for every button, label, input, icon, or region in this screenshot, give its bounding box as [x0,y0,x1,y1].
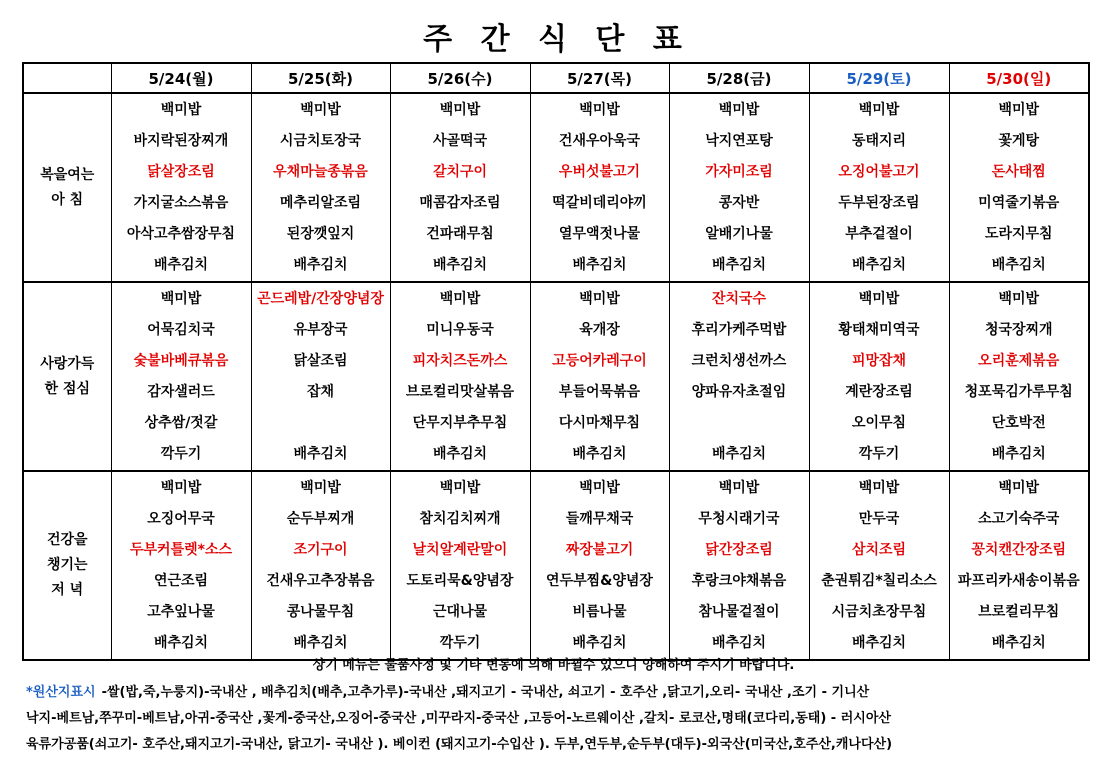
menu-item: 유부장국 [293,322,348,338]
menu-change-notice: 상기 메뉴는 물품사정 및 기타 변동에 의해 바뀔수 있으니 양해하여 주시기 바랍니다. [312,658,795,673]
menu-item: 알배기나물 [705,226,773,242]
menu-item: 가자미조림 [705,164,773,180]
menu-item: 미역줄기볶음 [978,195,1060,211]
menu-item: 백미밥 [160,102,202,118]
menu-item: 청국장찌개 [984,322,1053,338]
meal-row [23,93,1089,282]
menu-item: 배추김치 [572,446,627,462]
menu-item: 조기구이 [293,542,348,558]
menu-item: 파프리카새송이볶음 [957,573,1080,589]
menu-item: 배추김치 [293,446,348,462]
menu-item: 미니우동국 [426,322,494,338]
menu-item: 매콤감자조림 [419,195,501,211]
menu-item: 연두부찜&양념장 [546,573,653,589]
menu-item: 배추김치 [572,635,627,651]
menu-item: 배추김치 [153,635,209,651]
menu-item: 참치김치찌개 [419,511,501,527]
menu-item: 짜장불고기 [565,542,634,558]
menu-item: 백미밥 [300,480,341,496]
menu-item: 고추잎나물 [147,604,215,620]
menu-item: 브로컬리맛살볶음 [405,384,515,400]
menu-item: 배추김치 [432,257,488,273]
meal-name [23,282,111,471]
menu-item: 잡채 [306,384,335,400]
menu-item: 백미밥 [160,291,202,307]
menu-item: 동태지리 [851,133,907,149]
menu-item: 배추김치 [572,257,627,273]
menu-item: 닭살장조림 [147,164,215,180]
menu-item: 배추김치 [991,635,1046,651]
menu-item: 백미밥 [439,102,481,118]
menu-item: 배추김치 [293,257,348,273]
menu-item: 백미밥 [160,480,202,496]
menu-item: 배추김치 [711,635,767,651]
menu-item: 양파유자초절임 [691,384,787,400]
menu-item: 도라지무침 [984,226,1053,242]
menu-item: 열무액젓나물 [558,226,641,242]
menu-item: 백미밥 [439,480,481,496]
menu-item: 시금치토장국 [279,133,362,149]
menu-item: 깍두기 [160,446,202,462]
menu-item: 떡갈비데리야끼 [552,195,647,211]
menu-item: 백미밥 [718,102,760,118]
menu-item: 콩나물무침 [286,604,355,620]
menu-cell [530,282,669,471]
menu-item: 무청시래기국 [698,511,780,527]
menu-item: 육개장 [579,322,620,338]
menu-item: 된장깻잎지 [286,226,355,242]
menu-item: 숯불바베큐볶음 [133,353,229,369]
menu-cell [530,93,669,282]
menu-cell [111,93,251,282]
menu-item: 브로컬리무침 [978,604,1060,620]
menu-item: 배추김치 [851,257,907,273]
menu-item: 춘권튀김*칠리소스 [821,573,937,589]
origin-label: *원산지표시 [26,685,96,700]
menu-item: 순두부찌개 [286,511,355,527]
menu-cell [530,471,669,660]
menu-item: 메추리알조림 [279,195,362,211]
menu-item: 배추김치 [432,446,488,462]
menu-item: 콩자반 [718,195,760,211]
menu-item: 피자치즈돈까스 [412,353,508,369]
meal-name-line: 한 점심 [44,380,90,397]
page-title: 주 간 식 단 표 [423,22,684,57]
menu-cell [949,471,1089,660]
menu-item: 배추김치 [991,446,1046,462]
menu-item: 근대나물 [432,604,488,620]
meal-name-line: 사랑가득 [40,355,95,372]
menu-item: 백미밥 [998,480,1040,496]
corner-cell [23,63,111,93]
origin-line-3: 육류가공품(쇠고기- 호주산,돼지고기-국내산, 닭고기- 국내산 ). 베이컨 (돼지고기-수입산 ). 두부,연두부,순두부(대두)-외국산(미국산,호주산,캐나다산) [26,737,893,752]
menu-item: 백미밥 [579,102,620,118]
menu-item: 황태채미역국 [838,322,920,338]
menu-item: 오징어무국 [147,511,215,527]
menu-item: 참나물겉절이 [698,604,780,620]
menu-item: 배추김치 [711,446,767,462]
menu-cell [949,93,1089,282]
menu-item: 배추김치 [153,257,209,273]
menu-item: 배추김치 [991,257,1046,273]
meal-name-line: 챙기는 [46,557,88,573]
menu-item: 백미밥 [718,480,760,496]
menu-item: 부추겉절이 [845,226,913,242]
menu-item: 갈치구이 [432,164,488,180]
menu-item: 꽃게탕 [998,133,1040,149]
menu-item: 낙지연포탕 [705,133,773,149]
menu-cell [809,93,949,282]
menu-item: 오이무침 [851,415,907,431]
meal-row [23,471,1089,660]
menu-item: 바지락된장찌개 [133,133,229,149]
menu-item: 배추김치 [851,635,907,651]
menu-item: 비름나물 [572,604,627,620]
weekly-menu-table [22,62,1090,661]
menu-item: 배추김치 [293,635,348,651]
menu-item: 부들어묵볶음 [558,384,641,400]
menu-cell [390,93,530,282]
menu-item: 날치알계란말이 [412,542,508,558]
menu-item: 감자샐러드 [147,384,215,400]
menu-item: 다시마채무침 [558,415,641,431]
menu-cell [251,93,390,282]
menu-item: 삼치조림 [851,542,907,558]
menu-item: 깍두기 [858,446,900,462]
day-header-row [23,63,1089,93]
menu-item: 꽁치캔간장조림 [971,542,1067,558]
meal-name-line: 아 침 [51,191,84,208]
menu-item: 백미밥 [858,480,900,496]
menu-item: 백미밥 [579,480,620,496]
day-header-5: 5/28(금) [669,63,809,93]
menu-item: 건새우아욱국 [558,133,641,149]
menu-item: 아삭고추쌈장무침 [126,226,236,242]
menu-item: 어묵김치국 [147,322,215,338]
menu-item: 사골떡국 [432,133,488,149]
menu-cell [251,282,390,471]
menu-item: 오리훈제볶음 [978,353,1060,369]
menu-item: 곤드레밥/간장양념장 [257,291,384,307]
meal-name-line: 복을여는 [40,166,95,183]
menu-item: 상추쌈/젓갈 [144,415,218,431]
menu-item: 우버섯불고기 [558,164,641,180]
menu-item: 시금치초장무침 [831,604,927,620]
menu-item: 소고기숙주국 [978,511,1060,527]
menu-item: 백미밥 [579,291,620,307]
day-header-4: 5/27(목) [530,63,669,93]
menu-item: 백미밥 [998,291,1040,307]
day-header-1: 5/24(월) [111,63,251,93]
menu-item: 백미밥 [858,291,900,307]
menu-item: 후리가케주먹밥 [691,322,787,338]
menu-cell [669,471,809,660]
meal-name-line: 저 녁 [51,582,84,598]
meal-name [23,93,111,282]
menu-item: 청포묵김가루무침 [964,384,1073,400]
menu-item: 백미밥 [439,291,481,307]
menu-item: 백미밥 [998,102,1040,118]
menu-item: 가지굴소스볶음 [133,195,229,211]
menu-cell [251,471,390,660]
menu-item: 단무지부추무침 [412,415,508,431]
menu-cell [390,282,530,471]
day-header-7: 5/30(일) [949,63,1089,93]
menu-item: 건새우고추장볶음 [266,573,375,589]
menu-item: 단호박전 [991,415,1046,431]
menu-cell [669,282,809,471]
origin-line-2: 낙지-베트남,쭈꾸미-베트남,아귀-중국산 ,꽃게-중국산,오징어-중국산 ,미꾸라지-중국산 ,고등어-노르웨이산 ,갈치- 로코산,명태(코다리,동태) - 러시아산 [26,711,891,726]
menu-item: 돈사태찜 [991,164,1046,180]
menu-cell [809,282,949,471]
menu-cell [390,471,530,660]
day-header-2: 5/25(화) [251,63,390,93]
menu-item: 도토리묵&양념장 [406,573,514,589]
menu-cell [809,471,949,660]
menu-item: 잔치국수 [711,291,767,307]
menu-item: 오징어불고기 [838,164,920,180]
day-header-6: 5/29(토) [809,63,949,93]
menu-item [670,408,809,439]
menu-item: 배추김치 [711,257,767,273]
menu-item: 닭살조림 [293,353,348,369]
menu-item: 연근조림 [153,573,209,589]
menu-item: 크런치생선까스 [691,353,787,369]
day-header-3: 5/26(수) [390,63,530,93]
menu-item: 후랑크야채볶음 [691,573,787,589]
menu-item: 닭간장조림 [705,542,773,558]
menu-item: 계란장조림 [845,384,913,400]
menu-cell [111,471,251,660]
meal-name [23,471,111,660]
meal-row [23,282,1089,471]
menu-item: 만두국 [858,511,900,527]
menu-cell [949,282,1089,471]
menu-item [252,408,390,439]
meal-name-line: 건강을 [46,532,88,548]
menu-item: 피망잡채 [851,353,907,369]
menu-item: 깍두기 [439,635,481,651]
origin-text-1: -쌀(밥,죽,누룽지)-국내산 , 배추김치(배추,고추가루)-국내산 ,돼지고기 - 국내산, 쇠고기 - 호주산 ,닭고기,오리- 국내산 ,조기 - 기니산 [101,685,870,700]
menu-item: 두부커틀렛*소스 [130,542,232,558]
origin-info [26,680,1096,758]
menu-item: 백미밥 [300,102,341,118]
menu-item: 우채마늘종볶음 [273,164,368,180]
menu-cell [111,282,251,471]
menu-item: 들깨무채국 [565,511,634,527]
menu-cell [669,93,809,282]
menu-item: 건파래무침 [426,226,494,242]
menu-item: 백미밥 [858,102,900,118]
menu-item: 두부된장조림 [838,195,920,211]
menu-item: 고등어카레구이 [552,353,647,369]
origin-line-1 [26,680,1096,706]
